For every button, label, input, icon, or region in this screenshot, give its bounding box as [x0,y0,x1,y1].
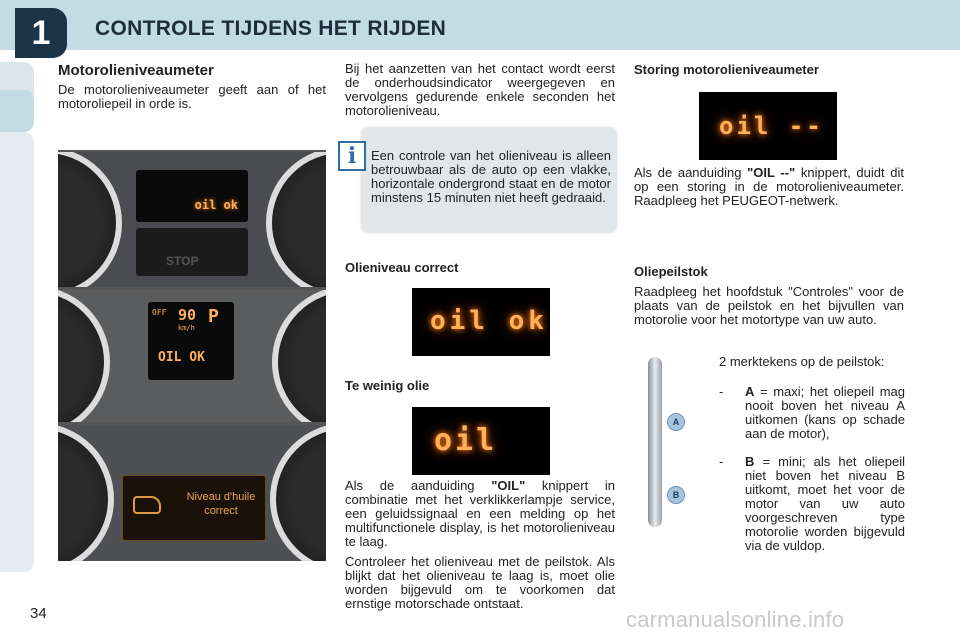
cluster-photo-1 [58,152,326,287]
oil-fault-display [699,92,837,160]
text-span: knippert in combinatie met het verklikkerlampje service, een geluidssignaal en een melding op het multifunctionele display, is het motorolieniveau te laag. [345,478,615,549]
section-heading: Motorolieniveaumeter [58,62,214,79]
temp-value: 90 [178,306,197,324]
cluster-photo-3 [58,425,326,561]
ignition-text: Bij het aanzetten van het contact wordt eerst de onderhoudsindicator weergegeven en vervolgens gedurende enkele seconden het motorolieniveau. [345,61,615,118]
bullet-dash: - [719,454,724,469]
stop-label: STOP [166,254,199,268]
gauge-left [58,290,110,422]
correct-heading: Olieniveau correct [345,260,459,275]
code-oil-fault: "OIL --" [747,165,796,180]
mark-b-text [745,455,905,553]
oil-ok-glyph: oil ok [430,306,548,336]
gear-indicator: P [208,306,219,327]
watermark: carmanualsonline.info [626,607,845,632]
fault-heading: Storing motorolieniveaumeter [634,62,819,77]
gauge-right [270,425,326,561]
off-label: OFF [152,308,167,317]
cluster-photo-2 [58,290,326,422]
side-tab [0,132,34,572]
side-tab-active [0,90,34,132]
mark-a-key: A [745,384,755,399]
page-title: CONTROLE TIJDENS HET RIJDEN [95,17,447,40]
lcd-screen [136,170,248,222]
text-span: Als de aanduiding [345,478,492,493]
text-span: Als de aanduiding [634,165,748,180]
oil-fault-glyph: oil -- [719,112,824,140]
chapter-badge: 1 [15,8,67,58]
page-number: 34 [30,605,47,622]
dipstick-heading: Oliepeilstok [634,264,708,279]
lcd-screen [122,475,266,541]
unit-label: km/h [178,324,195,332]
mark-b-key: B [745,454,755,469]
lcd-message-line1: Niveau d'huile [186,491,256,503]
low-oil-text [345,479,615,617]
gauge-left [58,152,122,287]
info-text: Een controle van het olieniveau is alleen betrouwbaar als de auto op een vlakke, horizontale ondergrond staat en de motor minstens 15 minuten niet heeft gedraaid. [371,148,611,205]
oil-low-glyph: oil [434,423,498,458]
oil-ok-display [412,288,550,356]
lcd-screen [148,302,234,380]
oil-can-icon [133,496,161,514]
code-oil: "OIL" [491,478,526,493]
dipstick-illustration [648,357,662,527]
paragraph: Controleer het olieniveau met de peilstok. Als blijkt dat het olieniveau te laag is, moet olie worden bijgevuld om te voorkomen dat ernstige motorschade ontstaat. [345,554,615,611]
gauge-right [272,290,326,422]
low-heading: Te weinig olie [345,378,430,393]
text-span: = mini; als het oliepeil niet boven het niveau B uitkomt, moet het voor de motor van uw auto voorgeschreven type motorolie worden bijgevuld via de vuldop. [745,454,905,553]
lcd-message-line2: correct [204,505,238,517]
info-icon: i [338,141,366,171]
mark-b-item [719,454,905,553]
dipstick-text: Raadpleeg het hoofdstuk "Controles" voor de plaats van de peilstok en het bijvullen van motorolie voor het motortype van uw auto. [634,284,904,327]
intro-text: De motorolieniveaumeter geeft aan of het motoroliepeil in orde is. [58,82,326,111]
mark-a-item [719,385,905,455]
marker-b: B [667,486,685,504]
oil-low-display [412,407,550,475]
lcd-message [181,490,261,518]
bullet-dash: - [719,384,724,399]
fault-text [634,166,904,208]
marker-a: A [667,413,685,431]
marks-intro: 2 merktekens op de peilstok: [719,354,885,369]
warning-lights [136,228,248,276]
gauge-left [58,425,114,561]
oil-ok-text: OIL OK [158,350,205,365]
gauge-right [266,152,326,287]
mark-a-text [745,385,905,441]
instrument-photos [58,150,326,561]
lcd-text: oil ok [194,198,238,212]
text-span: = maxi; het oliepeil mag nooit boven het niveau A uitkomen (kans op schade aan de motor), [745,384,905,441]
text-span: knippert, duidt dit op een storing in de motorolieniveaumeter. Raadpleeg het PEUGEOT-netwerk. [634,165,904,208]
